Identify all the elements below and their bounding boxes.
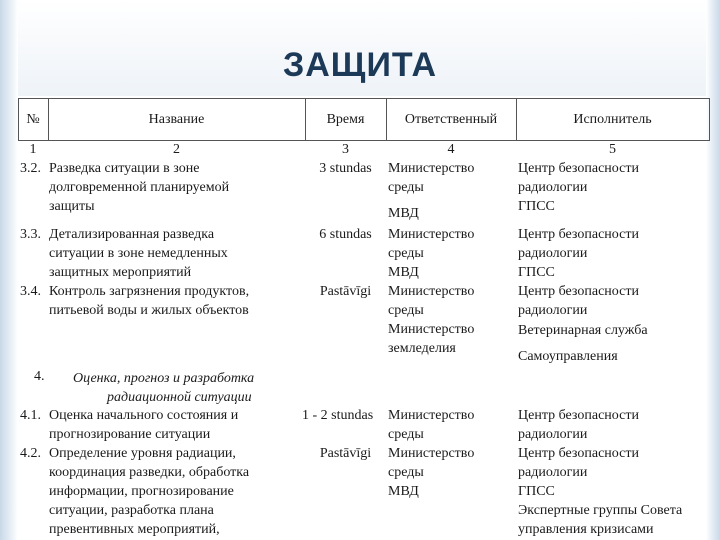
row-name-line: Разведка ситуации в зоне <box>49 161 200 176</box>
row-executor-line: ГПСС <box>518 265 555 280</box>
header-time: Время <box>326 112 365 127</box>
row-name-line: прогнозирование ситуации <box>49 427 211 442</box>
row-executor-line: Центр безопасности <box>518 161 639 176</box>
column-number: 1 <box>29 142 37 157</box>
row-number: 3.3. <box>20 227 41 242</box>
row-responsible-line: Министерство <box>388 284 475 299</box>
row-time: Pastāvīgi <box>319 446 372 461</box>
row-number: 4.2. <box>20 446 41 461</box>
row-responsible-line: среды <box>388 303 424 318</box>
section-number: 4. <box>34 369 45 384</box>
row-time: Pastāvīgi <box>319 284 372 299</box>
row-responsible-line: Министерство <box>388 227 475 242</box>
column-number: 4 <box>447 142 455 157</box>
column-number: 5 <box>609 142 616 157</box>
column-number: 3 <box>342 142 349 157</box>
row-executor-line: Ветеринарная служба <box>518 323 648 338</box>
row-name-line: питьевой воды и жилых объектов <box>49 303 249 318</box>
row-executor-line: ГПСС <box>518 484 555 499</box>
row-executor-line: управления кризисами <box>518 522 654 537</box>
row-name-line: Определение уровня радиации, <box>49 446 236 461</box>
row-executor-line: Центр безопасности <box>518 284 639 299</box>
row-executor-line: Центр безопасности <box>518 446 639 461</box>
row-responsible-line: МВД <box>388 265 419 280</box>
row-executor-line: радиологии <box>518 465 588 480</box>
row-name-line: Контроль загрязнения продуктов, <box>49 284 250 299</box>
row-name-line: превентивных мероприятий, <box>49 522 220 537</box>
row-responsible-line: среды <box>388 427 424 442</box>
header-divider <box>709 98 710 140</box>
row-time: 3 stundas <box>319 161 372 176</box>
row-number: 4.1. <box>20 408 41 423</box>
row-name-line: координация разведки, обработка <box>49 465 250 480</box>
row-name-line: Детализированная разведка <box>49 227 215 242</box>
row-number: 3.2. <box>20 161 41 176</box>
row-executor-line: радиологии <box>518 180 588 195</box>
row-executor-line: Центр безопасности <box>518 227 639 242</box>
row-executor-line: Центр безопасности <box>518 408 639 423</box>
header-executor: Исполнитель <box>573 112 652 127</box>
header-name: Название <box>148 112 205 127</box>
row-responsible-line: Министерство <box>388 322 475 337</box>
row-name-line: информации, прогнозирование <box>49 484 234 499</box>
row-responsible-line: Министерство <box>388 446 475 461</box>
row-number: 3.4. <box>20 284 41 299</box>
row-executor-line: радиологии <box>518 427 588 442</box>
row-name-line: защитных мероприятий <box>49 265 192 280</box>
row-responsible-line: Министерство <box>388 161 475 176</box>
row-executor-line: радиологии <box>518 246 588 261</box>
row-responsible-line: земледелия <box>388 341 456 356</box>
row-executor-line: Самоуправления <box>518 349 618 364</box>
row-name-line: ситуации, разработка плана <box>49 503 214 518</box>
slide-title: ЗАЩИТА <box>282 46 438 84</box>
row-name-line: защиты <box>49 199 95 214</box>
row-time: 6 stundas <box>319 227 372 242</box>
row-executor-line: радиологии <box>518 303 588 318</box>
section-heading-line: радиационной ситуации <box>107 390 252 405</box>
column-number: 2 <box>173 142 180 157</box>
row-responsible-line: среды <box>388 180 424 195</box>
row-responsible-line: среды <box>388 246 424 261</box>
row-responsible-line: МВД <box>388 484 419 499</box>
row-executor-line: Экспертные группы Совета <box>518 503 683 518</box>
row-name-line: Оценка начального состояния и <box>49 408 239 423</box>
row-executor-line: ГПСС <box>518 199 555 214</box>
section-heading-line: Оценка, прогноз и разработка <box>73 371 255 386</box>
header-responsible: Ответственный <box>404 112 498 127</box>
row-responsible-line: Министерство <box>388 408 475 423</box>
row-name-line: ситуации в зоне немедленных <box>49 246 228 261</box>
row-responsible-line: среды <box>388 465 424 480</box>
header-number: № <box>26 112 40 127</box>
table-top-border <box>18 98 710 99</box>
row-time: 1 - 2 stundas <box>302 408 374 423</box>
row-responsible-line: МВД <box>388 206 419 221</box>
row-name-line: долговременной планируемой <box>49 180 230 195</box>
